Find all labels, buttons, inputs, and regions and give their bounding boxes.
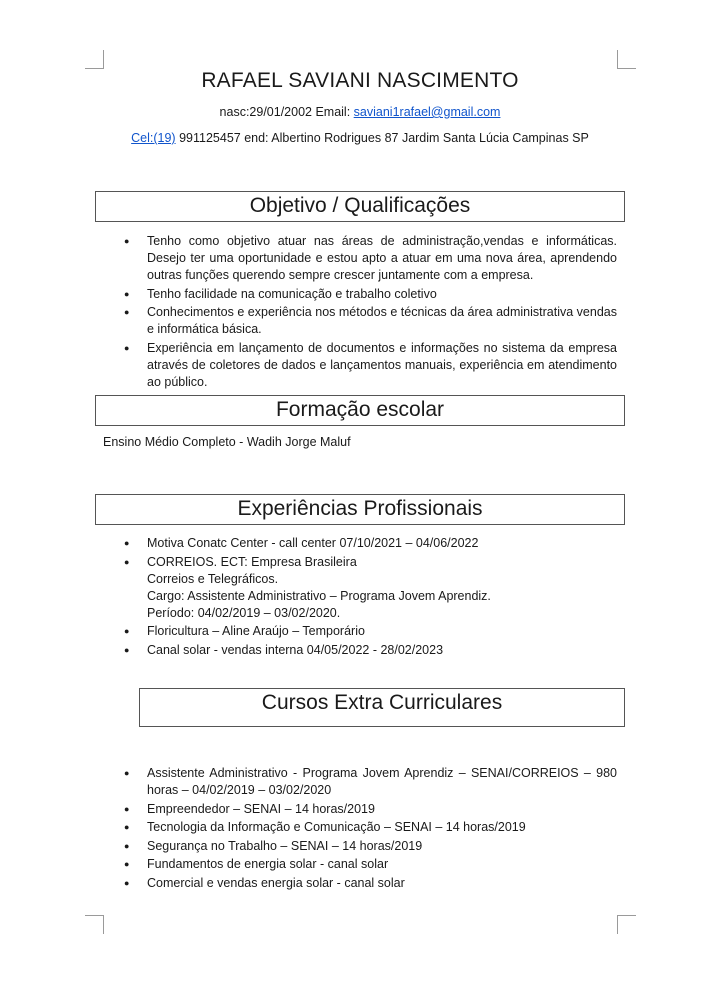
list-item xyxy=(120,554,617,622)
phone-address-line xyxy=(0,131,720,145)
list-item: ● Canal solar - vendas interna 04/05/2022 - 28/02/2023 xyxy=(120,642,617,659)
list-item: ● Comercial e vendas energia solar - canal solar xyxy=(120,875,617,892)
section-title-education: Formação escolar xyxy=(95,395,625,426)
page-corner-mark-bottom-left xyxy=(85,915,104,934)
education-text: Ensino Médio Completo - Wadih Jorge Maluf xyxy=(103,435,351,449)
section-title-objective: Objetivo / Qualificações xyxy=(95,191,625,222)
experience-line: ● CORREIOS. ECT: Empresa Brasileira xyxy=(147,554,357,569)
list-item: ● Conhecimentos e experiência nos métodos e técnicas da área administrativa vendas e informática básica. xyxy=(120,304,617,338)
list-item: ● Motiva Conatc Center - call center 07/10/2021 – 04/06/2022 xyxy=(120,535,617,552)
experience-line: Cargo: Assistente Administrativo – Programa Jovem Aprendiz. xyxy=(147,588,491,603)
list-item: ● Segurança no Trabalho – SENAI – 14 horas/2019 xyxy=(120,838,617,855)
page-corner-mark-top-left xyxy=(85,50,104,69)
objective-list xyxy=(120,233,617,392)
phone-link[interactable]: Cel:(19) xyxy=(131,131,176,145)
section-title-courses: Cursos Extra Curriculares xyxy=(139,688,625,727)
list-item: ● Empreendedor – SENAI – 14 horas/2019 xyxy=(120,801,617,818)
list-item: ● Tenho como objetivo atuar nas áreas de administração,vendas e informáticas. Desejo ter uma oportunidade e estou apto a atuar em uma nova área, aprendendo outras funções querendo sempre crescer juntamente com a empresa. xyxy=(120,233,617,284)
birth-email-label: nasc:29/01/2002 Email: xyxy=(219,105,354,119)
birth-email-line xyxy=(0,105,720,119)
section-title-experience: Experiências Profissionais xyxy=(95,494,625,525)
list-item: ● Assistente Administrativo - Programa Jovem Aprendiz – SENAI/CORREIOS – 980 horas – 04/02/2019 – 03/02/2020 xyxy=(120,765,617,799)
experience-line: Correios e Telegráficos. xyxy=(147,571,279,586)
page-corner-mark-top-right xyxy=(617,50,636,69)
page-corner-mark-bottom-right xyxy=(617,915,636,934)
courses-list xyxy=(120,765,617,893)
list-item: ● Fundamentos de energia solar - canal solar xyxy=(120,856,617,873)
list-item: ● Tenho facilidade na comunicação e trabalho coletivo xyxy=(120,286,617,303)
list-item: ● Tecnologia da Informação e Comunicação – SENAI – 14 horas/2019 xyxy=(120,819,617,836)
experience-line: Período: 04/02/2019 – 03/02/2020. xyxy=(147,605,341,620)
list-item: ● Experiência em lançamento de documentos e informações no sistema da empresa através de coletores de dados e lançamentos manuais, experiência em atendimento ao público. xyxy=(120,340,617,391)
experience-list xyxy=(120,535,617,660)
email-link[interactable]: saviani1rafael@gmail.com xyxy=(353,105,501,119)
candidate-name: RAFAEL SAVIANI NASCIMENTO xyxy=(201,69,519,92)
list-item: ● Floricultura – Aline Araújo – Temporário xyxy=(120,623,617,640)
phone-address-text: 991125457 end: Albertino Rodrigues 87 Jardim Santa Lúcia Campinas SP xyxy=(175,131,589,145)
